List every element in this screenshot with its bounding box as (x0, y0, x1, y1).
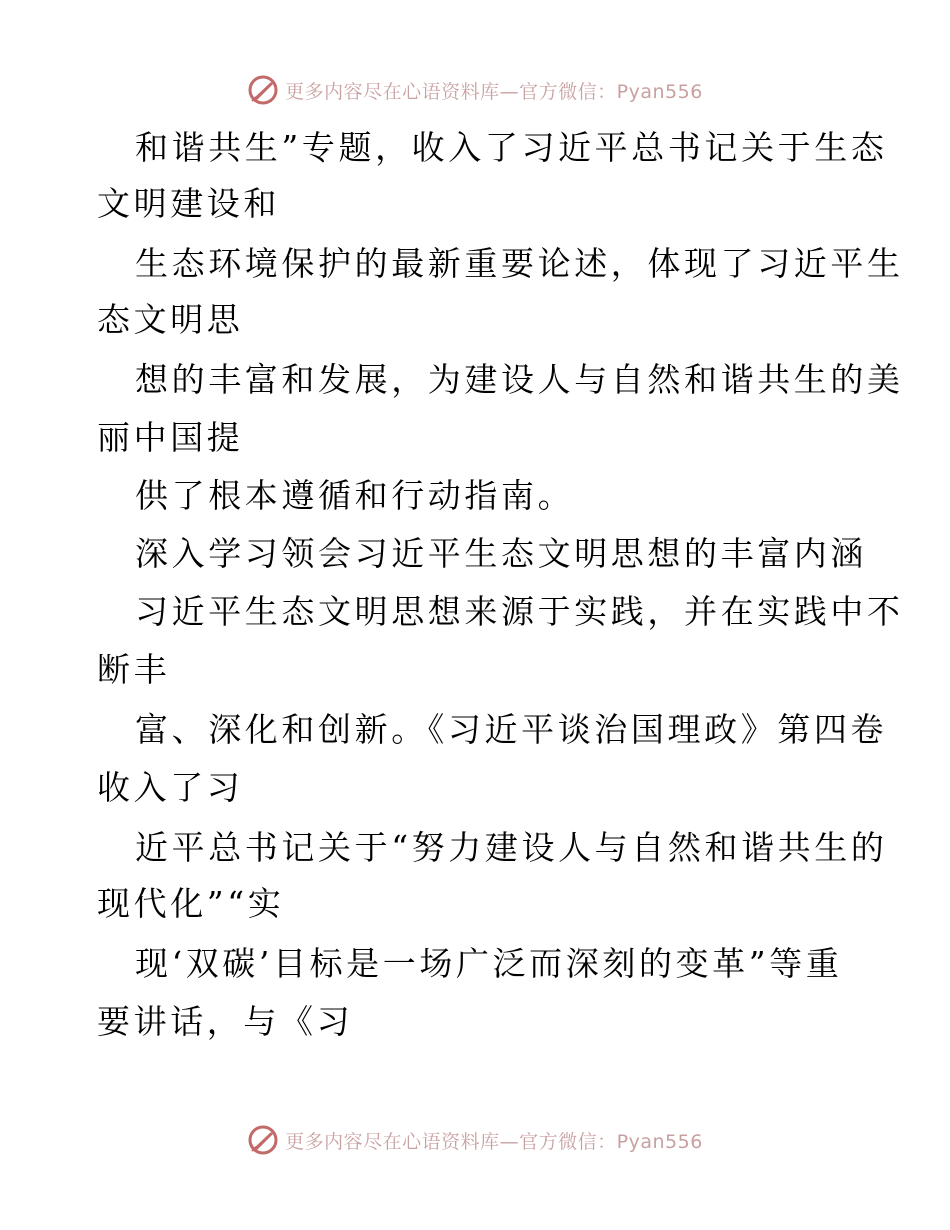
feather-pen-circle-icon (247, 1124, 279, 1156)
text-line: 收入了习 (97, 768, 244, 807)
text-line: 丽中国提 (97, 418, 244, 457)
text-line: 想的丰富和发展，为建设人与自然和谐共生的美 (135, 360, 904, 399)
text-line: 要讲话，与《习 (97, 1002, 354, 1041)
text-line: 近平总书记关于“努力建设人与自然和谐共生的 (135, 828, 888, 867)
text-line: 生态环境保护的最新重要论述，体现了习近平生 (135, 244, 904, 283)
watermark-text: 更多内容尽在心语资料库—官方微信：Pyan556 (285, 80, 703, 103)
text-line: 和谐共生”专题，收入了习近平总书记关于生态 (135, 128, 888, 167)
text-line: 现‘双碳’目标是一场广泛而深刻的变革”等重 (135, 944, 843, 983)
text-line: 现代化”“实 (97, 884, 285, 923)
watermark-text: 更多内容尽在心语资料库—官方微信：Pyan556 (285, 1130, 703, 1153)
text-line: 文明建设和 (97, 184, 280, 223)
text-line: 态文明思 (97, 300, 244, 339)
text-line: 断丰 (97, 650, 171, 689)
text-line: 深入学习领会习近平生态文明思想的丰富内涵 (135, 534, 867, 573)
footer-watermark (0, 1120, 950, 1160)
text-line: 供了根本遵循和行动指南。 (135, 476, 575, 515)
feather-pen-circle-icon (247, 74, 279, 106)
text-line: 习近平生态文明思想来源于实践，并在实践中不 (135, 592, 904, 631)
header-watermark (0, 70, 950, 110)
text-line: 富、深化和创新。《习近平谈治国理政》第四卷 (135, 710, 888, 749)
